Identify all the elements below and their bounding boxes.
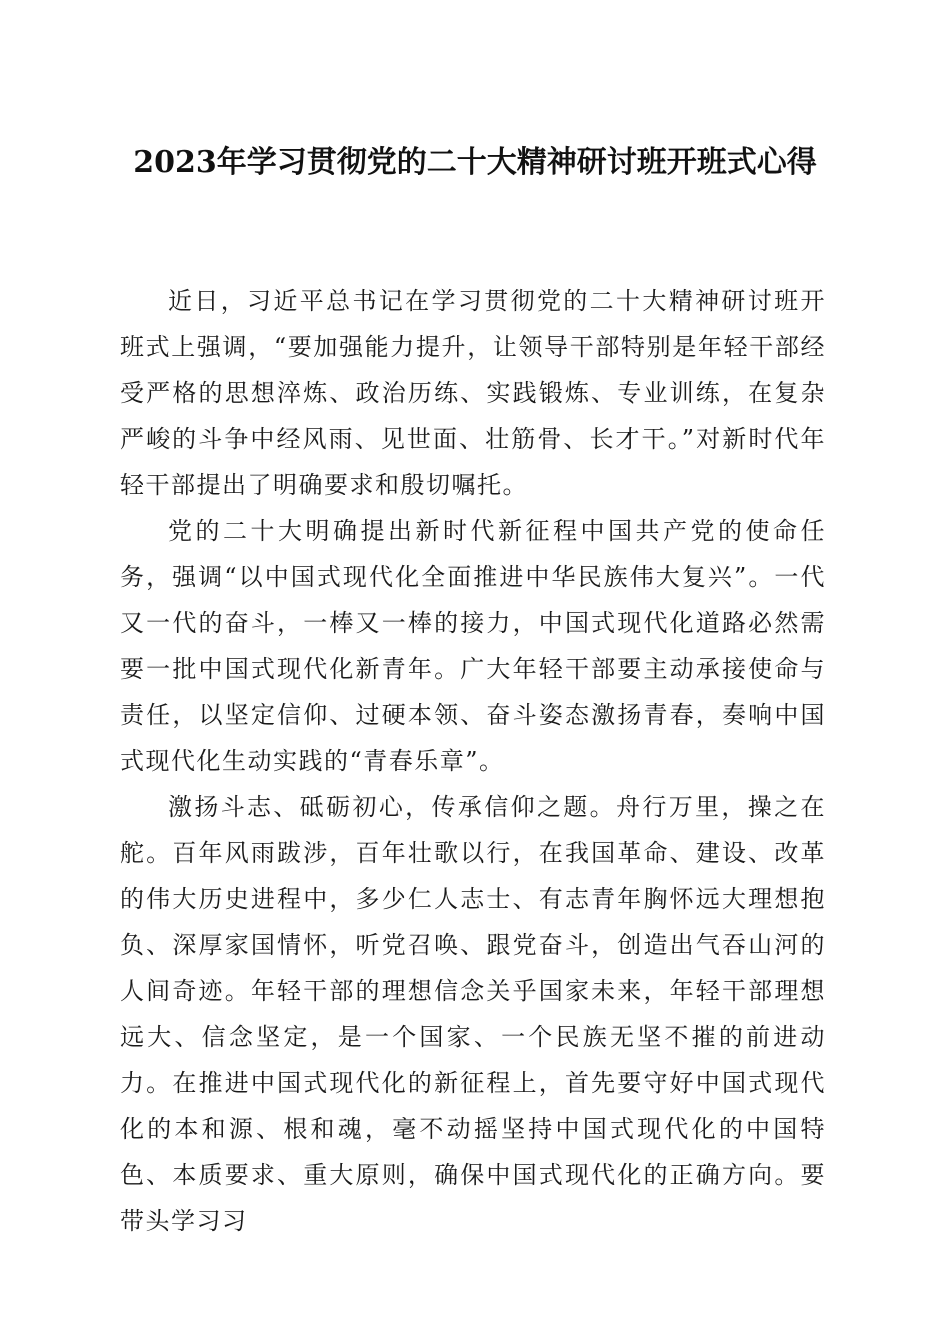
document-body [120, 278, 826, 1244]
document-title: 2023年学习贯彻党的二十大精神研讨班开班式心得 [133, 145, 817, 180]
paragraph-1: 近日，习近平总书记在学习贯彻党的二十大精神研讨班开班式上强调，“要加强能力提升，让领导干部特别是年轻干部经受严格的思想淬炼、政治历练、实践锻炼、专业训练，在复杂严峻的斗争中经风雨、见世面、壮筋骨、长才干。”对新时代年轻干部提出了明确要求和殷切嘱托。 [120, 287, 826, 499]
paragraph-2: 党的二十大明确提出新时代新征程中国共产党的使命任务，强调“以中国式现代化全面推进中华民族伟大复兴”。一代又一代的奋斗，一棒又一棒的接力，中国式现代化道路必然需要一批中国式现代化新青年。广大年轻干部要主动承接使命与责任，以坚定信仰、过硬本领、奋斗姿态激扬青春，奏响中国式现代化生动实践的“青春乐章”。 [120, 517, 826, 775]
paragraph-3: 激扬斗志、砥砺初心，传承信仰之题。舟行万里，操之在舵。百年风雨跋涉，百年壮歌以行，在我国革命、建设、改革的伟大历史进程中，多少仁人志士、有志青年胸怀远大理想抱负、深厚家国情怀，听党召唤、跟党奋斗，创造出气吞山河的人间奇迹。年轻干部的理想信念关乎国家未来，年轻干部理想远大、信念坚定，是一个国家、一个民族无坚不摧的前进动力。在推进中国式现代化的新征程上，首先要守好中国式现代化的本和源、根和魂，毫不动摇坚持中国式现代化的中国特色、本质要求、重大原则，确保中国式现代化的正确方向。要带头学习习 [120, 793, 826, 1235]
